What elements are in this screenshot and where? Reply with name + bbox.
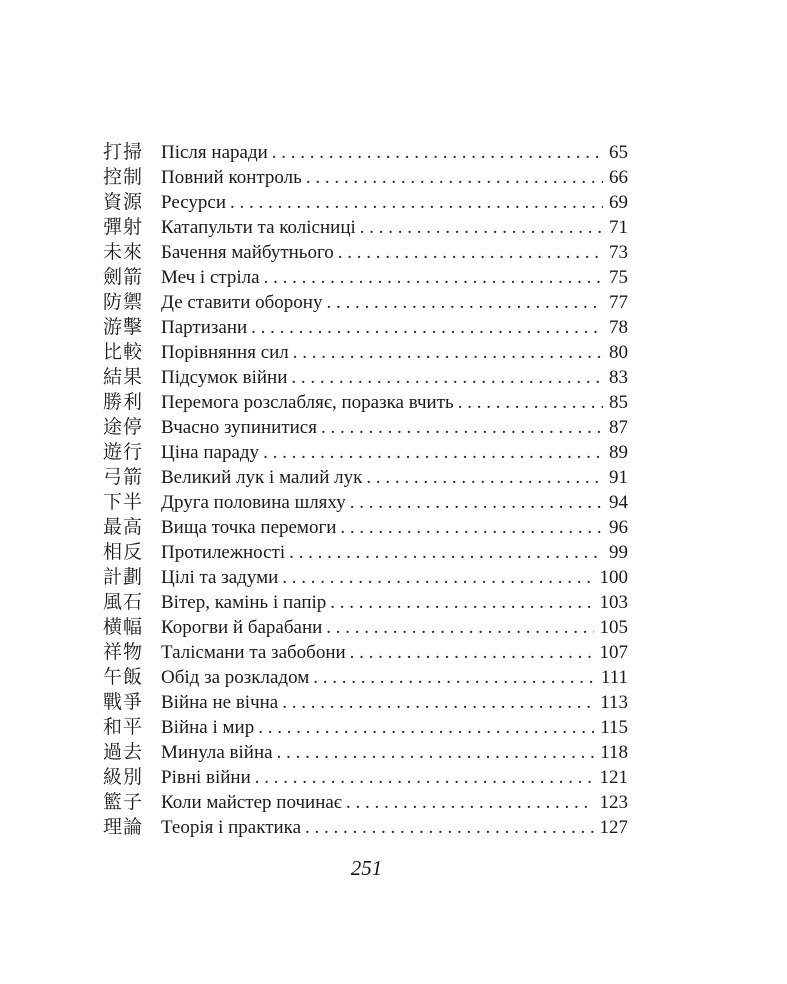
toc-dot-leader	[321, 415, 603, 440]
toc-entry	[103, 240, 628, 265]
toc-dot-leader	[346, 790, 594, 815]
toc-chapter-title: Теорія і практика	[161, 817, 302, 838]
toc-chinese-characters: 級別	[103, 766, 144, 788]
toc-dot-leader	[326, 290, 603, 315]
toc-page-number: 121	[599, 767, 628, 788]
toc-dot-leader	[277, 740, 595, 765]
toc-dot-leader	[330, 590, 593, 615]
toc-page-number: 69	[609, 192, 628, 213]
toc-page-number: 77	[609, 292, 628, 313]
toc-chinese-characters: 祥物	[103, 641, 144, 663]
toc-page-number: 107	[599, 642, 628, 663]
toc-page-number: 91	[609, 467, 628, 488]
toc-page-number: 118	[600, 742, 628, 763]
toc-entry	[103, 140, 628, 165]
toc-dot-leader	[338, 240, 603, 265]
toc-chinese-characters: 横幅	[103, 616, 144, 638]
toc-dot-leader	[306, 165, 603, 190]
toc-entry	[103, 765, 628, 790]
toc-entry	[103, 690, 628, 715]
toc-chapter-title: Корогви й барабани	[161, 617, 323, 638]
toc-page-number: 96	[609, 517, 628, 538]
toc-chinese-characters: 資源	[103, 191, 144, 213]
toc-chinese-characters: 遊行	[103, 441, 144, 463]
toc-chinese-characters: 最高	[103, 516, 144, 538]
toc-dot-leader	[350, 490, 603, 515]
toc-dot-leader	[291, 365, 603, 390]
toc-page-number: 80	[609, 342, 628, 363]
toc-entry	[103, 415, 628, 440]
toc-page-number: 123	[599, 792, 628, 813]
toc-entry	[103, 390, 628, 415]
toc-page-number: 94	[609, 492, 628, 513]
toc-page-number: 75	[609, 267, 628, 288]
toc-chapter-title: Вітер, камінь і папір	[161, 592, 327, 613]
toc-entry	[103, 540, 628, 565]
toc-page-number: 65	[609, 142, 628, 163]
toc-chapter-title: Вчасно зупинитися	[161, 417, 317, 438]
toc-dot-leader	[293, 340, 603, 365]
toc-chinese-characters: 風石	[103, 591, 144, 613]
toc-chinese-characters: 午飯	[103, 666, 144, 688]
toc-entry	[103, 490, 628, 515]
toc-page-number: 66	[609, 167, 628, 188]
toc-dot-leader	[366, 465, 603, 490]
toc-chinese-characters: 理論	[103, 816, 144, 838]
toc-entry	[103, 165, 628, 190]
toc-entry	[103, 265, 628, 290]
toc-chinese-characters: 未來	[103, 241, 144, 263]
toc-chapter-title: Порівняння сил	[161, 342, 289, 363]
toc-dot-leader	[264, 265, 603, 290]
toc-chapter-title: Обід за розкладом	[161, 667, 310, 688]
toc-dot-leader	[360, 215, 603, 240]
toc-page-number: 99	[609, 542, 628, 563]
toc-entry	[103, 665, 628, 690]
toc-chapter-title: Коли майстер починає	[161, 792, 342, 813]
toc-dot-leader	[251, 315, 603, 340]
toc-dot-leader	[458, 390, 603, 415]
toc-entry	[103, 340, 628, 365]
toc-dot-leader	[258, 715, 594, 740]
toc-dot-leader	[282, 565, 593, 590]
toc-dot-leader	[289, 540, 603, 565]
toc-chinese-characters: 結果	[103, 366, 144, 388]
toc-chapter-title: Друга половина шляху	[161, 492, 346, 513]
toc-chapter-title: Після наради	[161, 142, 268, 163]
toc-chinese-characters: 下半	[103, 491, 144, 513]
toc-chapter-title: Катапульти та колісниці	[161, 217, 356, 238]
toc-chapter-title: Війна і мир	[161, 717, 255, 738]
toc-page-number: 83	[609, 367, 628, 388]
toc-page-number: 71	[609, 217, 628, 238]
toc-chapter-title: Вища точка перемоги	[161, 517, 337, 538]
toc-dot-leader	[255, 765, 594, 790]
toc-chapter-title: Партизани	[161, 317, 248, 338]
toc-entry	[103, 315, 628, 340]
toc-chapter-title: Ціна параду	[161, 442, 260, 463]
toc-page-number: 73	[609, 242, 628, 263]
toc-page-number: 127	[599, 817, 628, 838]
toc-entry	[103, 440, 628, 465]
toc-chapter-title: Ресурси	[161, 192, 227, 213]
toc-dot-leader	[313, 665, 595, 690]
toc-page-number: 87	[609, 417, 628, 438]
toc-chinese-characters: 弓箭	[103, 466, 144, 488]
toc-page-number: 78	[609, 317, 628, 338]
toc-entry	[103, 640, 628, 665]
toc-chinese-characters: 計劃	[103, 566, 144, 588]
toc-chinese-characters: 和平	[103, 716, 144, 738]
toc-dot-leader	[340, 515, 603, 540]
toc-entry	[103, 615, 628, 640]
toc-chapter-title: Бачення майбутнього	[161, 242, 334, 263]
toc-dot-leader	[326, 615, 593, 640]
toc-chinese-characters: 途停	[103, 416, 144, 438]
toc-chinese-characters: 打掃	[103, 141, 144, 163]
toc-chinese-characters: 控制	[103, 166, 144, 188]
toc-entry	[103, 565, 628, 590]
toc-page-number: 85	[609, 392, 628, 413]
toc-chinese-characters: 籃子	[103, 791, 144, 813]
toc-chapter-title: Цілі та задуми	[161, 567, 279, 588]
table-of-contents	[103, 140, 628, 840]
toc-page-number: 103	[599, 592, 628, 613]
toc-chinese-characters: 比較	[103, 341, 144, 363]
toc-chinese-characters: 防禦	[103, 291, 144, 313]
toc-chapter-title: Минула війна	[161, 742, 273, 763]
toc-page-number: 89	[609, 442, 628, 463]
toc-page-number: 113	[600, 692, 628, 713]
toc-chapter-title: Великий лук і малий лук	[161, 467, 363, 488]
toc-chinese-characters: 相反	[103, 541, 144, 563]
toc-dot-leader	[282, 690, 594, 715]
toc-entry	[103, 715, 628, 740]
toc-entry	[103, 215, 628, 240]
toc-page-number: 105	[599, 617, 628, 638]
toc-entry	[103, 590, 628, 615]
toc-chapter-title: Війна не вічна	[161, 692, 279, 713]
toc-chapter-title: Повний контроль	[161, 167, 302, 188]
toc-entry	[103, 515, 628, 540]
toc-chapter-title: Де ставити оборону	[161, 292, 323, 313]
toc-page-number: 111	[600, 667, 628, 688]
toc-dot-leader	[230, 190, 603, 215]
toc-chinese-characters: 彈射	[103, 216, 144, 238]
toc-entry	[103, 790, 628, 815]
page-number-folio: 251	[350, 856, 383, 880]
toc-chinese-characters: 戰爭	[103, 691, 144, 713]
toc-chinese-characters: 勝利	[103, 391, 144, 413]
toc-dot-leader	[305, 815, 593, 840]
toc-chapter-title: Талісмани та забобони	[161, 642, 346, 663]
toc-chapter-title: Рівні війни	[161, 767, 251, 788]
toc-dot-leader	[263, 440, 603, 465]
toc-entry	[103, 815, 628, 840]
toc-dot-leader	[272, 140, 603, 165]
toc-entry	[103, 290, 628, 315]
toc-chapter-title: Протилежності	[161, 542, 286, 563]
toc-entry	[103, 190, 628, 215]
toc-chapter-title: Перемога розслабляє, поразка вчить	[161, 392, 454, 413]
toc-entry	[103, 740, 628, 765]
toc-chinese-characters: 游擊	[103, 316, 144, 338]
toc-page-number: 100	[599, 567, 628, 588]
toc-chapter-title: Підсумок війни	[161, 367, 288, 388]
toc-dot-leader	[350, 640, 594, 665]
toc-page-number: 115	[600, 717, 628, 738]
toc-chinese-characters: 過去	[103, 741, 144, 763]
toc-chapter-title: Меч і стріла	[161, 267, 260, 288]
toc-entry	[103, 465, 628, 490]
toc-chinese-characters: 劍箭	[103, 266, 144, 288]
toc-entry	[103, 365, 628, 390]
